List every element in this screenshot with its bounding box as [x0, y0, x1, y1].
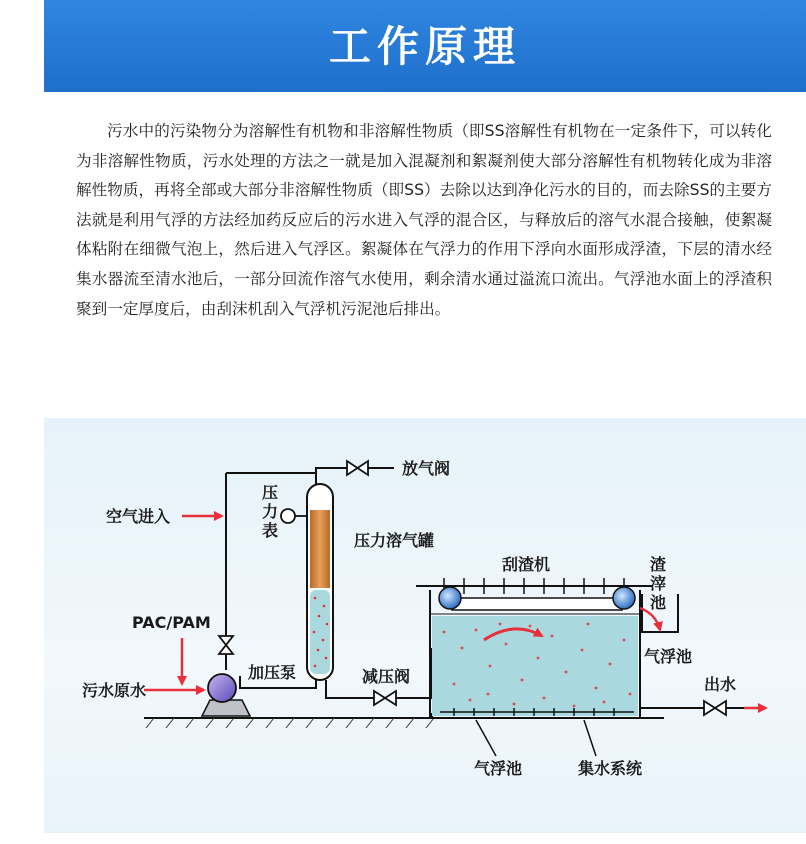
- dissolved-air-tank: [307, 484, 333, 680]
- label-flotation-tank-bottom: 气浮池: [474, 759, 523, 778]
- label-collection-system: 集水系统: [578, 759, 643, 778]
- process-diagram: [44, 418, 806, 833]
- label-air-inlet: 空气进入: [106, 507, 171, 526]
- description-paragraph: 污水中的污染物分为溶解性有机物和非溶解性物质（即SS溶解性有机物在一定条件下，可以转化为非溶解性物质，污水处理的方法之一就是加入混凝剂和絮凝剂使大部分溶解性有机物转化成为非溶解性物质，再将全部或大部分非溶解性物质（即SS）去除以达到净化污水的目的，而去除SS的主要方法就是利用气浮的方法经加药反应后的污水进入气浮的混合区，与释放后的溶气水混合接触，使絮凝体粘附在细微气泡上，然后进入气浮区。絮凝体在气浮力的作用下浮向水面形成浮渣，下层的清水经集水器流至清水池后，一部分回流作溶气水使用，剩余清水通过溢流口流出。气浮池水面上的浮渣积聚到一定厚度后，由刮沫机刮入气浮机污泥池后排出。: [76, 122, 772, 318]
- label-pac-pam: PAC/PAM: [132, 613, 211, 632]
- process-diagram-svg: [44, 418, 806, 833]
- label-pressure-gauge-line2: 力: [262, 502, 279, 521]
- label-scum-tank-line1: 渣: [650, 555, 667, 574]
- pressure-reducing-valve-icon: [374, 691, 396, 705]
- page-title: 工作原理: [328, 22, 521, 71]
- outlet-valve-icon: [704, 701, 726, 715]
- vent-valve-icon: [347, 461, 368, 475]
- label-pressure-gauge: [262, 483, 284, 540]
- label-skimmer: 刮渣机: [502, 555, 551, 574]
- pressure-gauge-icon: [281, 509, 310, 523]
- label-raw-sewage: 污水原水: [82, 681, 147, 700]
- label-vent-valve: 放气阀: [402, 459, 451, 478]
- label-scum-tank-line2: 滓: [650, 574, 667, 593]
- label-flotation-tank-right: 气浮池: [644, 647, 693, 666]
- check-valve-icon: [219, 636, 233, 670]
- label-outlet: 出水: [704, 675, 737, 694]
- leader-lines: [476, 720, 596, 756]
- booster-pump-icon: [202, 674, 250, 716]
- label-scum-tank-line3: 池: [650, 593, 667, 612]
- label-pressure-gauge-line3: 表: [262, 521, 279, 540]
- label-booster-pump: 加压泵: [248, 663, 297, 682]
- label-pressure-gauge-line1: 压: [262, 483, 279, 502]
- skimmer-icon: [416, 578, 652, 610]
- header-banner: [44, 0, 806, 92]
- label-pressure-reducing-valve: 减压阀: [362, 667, 411, 686]
- label-dissolved-air-tank: 压力溶气罐: [354, 531, 435, 550]
- label-scum-tank: [650, 555, 672, 612]
